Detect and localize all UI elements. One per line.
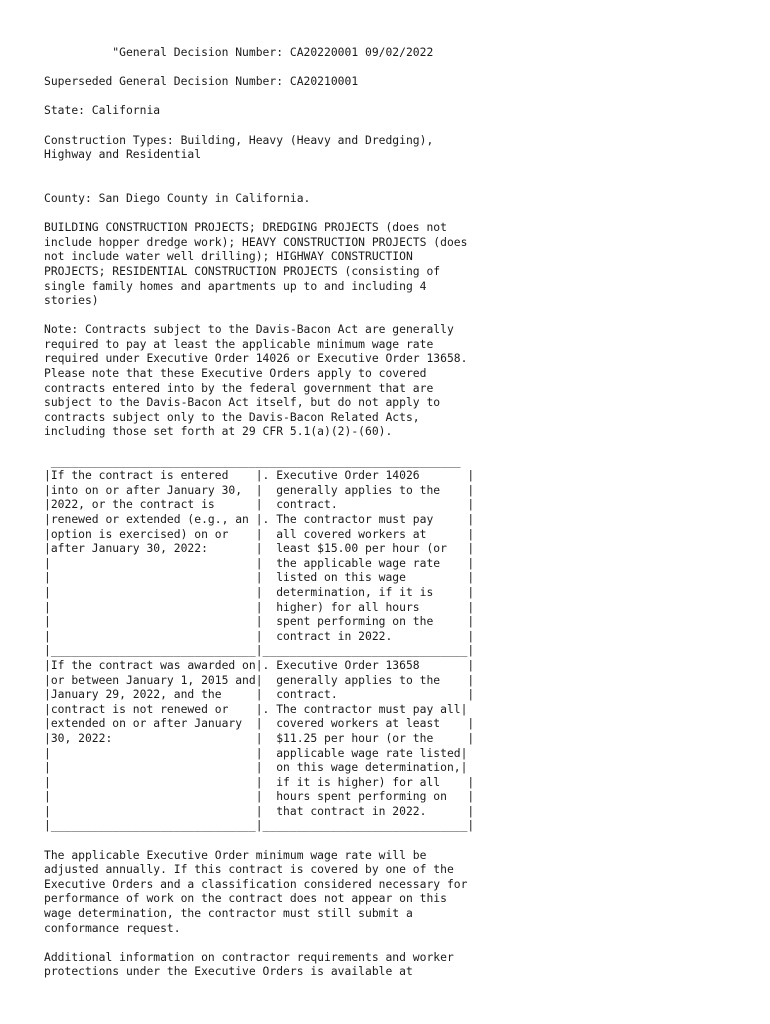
document-line: |or between January 1, 2015 and| generally applies to the | — [44, 672, 475, 687]
document-line: Construction Types: Building, Heavy (Heavy and Dredging), — [44, 132, 434, 147]
document-line: PROJECTS; RESIDENTIAL CONSTRUCTION PROJECTS (consisting of — [44, 263, 441, 278]
document-line: ____________________________________________________________ — [44, 453, 461, 468]
document-line: |If the contract was awarded on|. Executive Order 13658 | — [44, 657, 475, 672]
document-line: State: California — [44, 103, 161, 118]
document-line: |contract is not renewed or |. The contractor must pay all| — [44, 701, 468, 716]
document-line: |renewed or extended (e.g., an |. The contractor must pay | — [44, 512, 475, 526]
document-line: BUILDING CONSTRUCTION PROJECTS; DREDGING PROJECTS (does not — [44, 220, 447, 235]
document-line: | | higher) for all hours | — [44, 599, 475, 614]
blank-line — [44, 308, 744, 323]
document-line: required to pay at least the applicable minimum wage rate — [44, 336, 434, 351]
wage-determination-document — [44, 45, 744, 979]
blank-line — [44, 60, 744, 75]
document-line: |after January 30, 2022: | least $15.00 per hour (or | — [44, 541, 475, 556]
document-line: | | determination, if it is | — [44, 584, 475, 599]
document-line: | | listed on this wage | — [44, 570, 475, 585]
document-line: protections under the Executive Orders is available at — [44, 964, 413, 979]
document-line: conformance request. — [44, 920, 181, 935]
document-line: | | spent performing on the | — [44, 614, 475, 629]
document-line: Note: Contracts subject to the Davis-Bacon Act are generally — [44, 322, 454, 337]
document-line: Please note that these Executive Orders apply to covered — [44, 366, 427, 381]
document-line: | | the applicable wage rate | — [44, 555, 475, 570]
document-line: Additional information on contractor requirements and worker — [44, 949, 454, 964]
document-line: | | contract in 2022. | — [44, 628, 475, 643]
document-line: | | on this wage determination,| — [44, 760, 468, 775]
blank-line — [44, 833, 744, 848]
document-line: |January 29, 2022, and the | contract. | — [44, 687, 475, 702]
document-line: |option is exercised) on or | all covered workers at | — [44, 526, 475, 541]
document-line: adjusted annually. If this contract is covered by one of the — [44, 862, 454, 877]
document-line: subject to the Davis-Bacon Act itself, but do not apply to — [44, 395, 441, 410]
blank-line — [44, 89, 744, 104]
document-line: The applicable Executive Order minimum wage rate will be — [44, 847, 427, 862]
document-line: |If the contract is entered |. Executive Order 14026 | — [44, 468, 475, 483]
document-line: performance of work on the contract does not appear on this — [44, 891, 447, 906]
document-line: include hopper dredge work); HEAVY CONSTRUCTION PROJECTS (does — [44, 234, 468, 249]
document-line: | | if it is higher) for all | — [44, 774, 475, 789]
document-line: |30, 2022: | $11.25 per hour (or the | — [44, 730, 475, 745]
blank-line — [44, 206, 744, 221]
blank-line — [44, 118, 744, 133]
blank-line — [44, 935, 744, 950]
document-line: not include water well drilling); HIGHWAY CONSTRUCTION — [44, 249, 413, 264]
blank-line — [44, 176, 744, 191]
blank-line — [44, 439, 744, 454]
document-line: County: San Diego County in California. — [44, 190, 311, 205]
document-line: |______________________________|______________________________| — [44, 643, 475, 658]
blank-line — [44, 162, 744, 177]
document-line: including those set forth at 29 CFR 5.1(a)(2)-(60). — [44, 424, 393, 439]
document-line: single family homes and apartments up to and including 4 — [44, 278, 427, 293]
document-line: |extended on or after January | covered workers at least | — [44, 716, 475, 731]
document-line: Executive Orders and a classification considered necessary for — [44, 876, 468, 891]
document-line: |______________________________|______________________________| — [44, 818, 475, 833]
document-line: required under Executive Order 14026 or Executive Order 13658. — [44, 351, 468, 366]
document-line: | | applicable wage rate listed| — [44, 745, 468, 760]
document-line: | | that contract in 2022. | — [44, 803, 475, 818]
document-line: Superseded General Decision Number: CA20210001 — [44, 74, 359, 89]
document-line: |into on or after January 30, | generally applies to the | — [44, 482, 475, 497]
document-line: | | hours spent performing on | — [44, 789, 475, 804]
document-line: stories) — [44, 293, 99, 308]
document-line: Highway and Residential — [44, 147, 202, 162]
document-line: contracts subject only to the Davis-Bacon Related Acts, — [44, 409, 420, 424]
document-line: "General Decision Number: CA20220001 09/02/2022 — [44, 45, 434, 59]
document-line: wage determination, the contractor must still submit a — [44, 906, 413, 921]
document-line: contracts entered into by the federal government that are — [44, 380, 434, 395]
document-line: |2022, or the contract is | contract. | — [44, 497, 475, 512]
